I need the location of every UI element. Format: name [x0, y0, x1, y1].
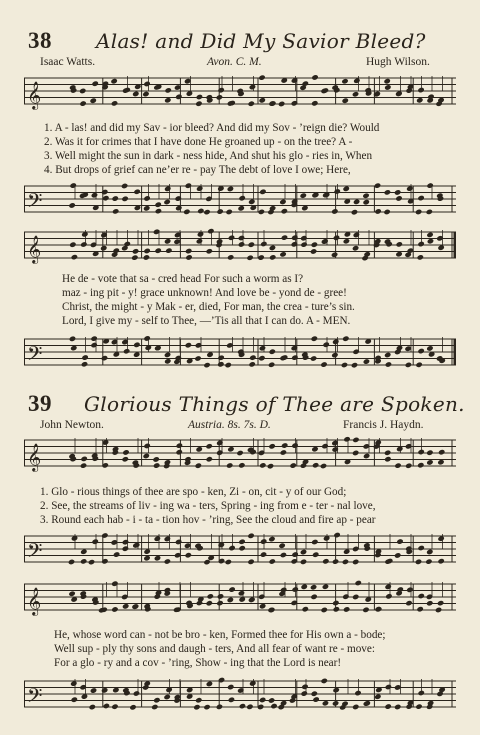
clef-icon: 𝄞: [27, 235, 42, 263]
verse-line: 2. See, the streams of liv - ing wa - ters, Spring - ing from e - ter - nal love,: [40, 500, 376, 512]
clef-icon: 𝄢: [27, 539, 43, 567]
verse-line: Lord, I give my - self to Thee, —’Tis all that I can do. A - MEN.: [62, 315, 351, 327]
verse-line: Well sup - ply thy sons and daugh - ters, And all fear of want re - move:: [54, 643, 375, 655]
tune-name: Austria. 8s. 7s. D.: [188, 419, 271, 431]
music-staff-treble: [24, 434, 456, 480]
hymn-title: Glorious Things of Thee are Spoken.: [84, 392, 465, 416]
verse-line: 3. Well might the sun in dark - ness hide, And shut his glo - ries in, When: [44, 150, 373, 162]
music-staff-treble: [24, 226, 456, 270]
clef-icon: 𝄢: [27, 189, 43, 217]
clef-icon: 𝄢: [27, 684, 43, 712]
tune-name: Avon. C. M.: [207, 56, 262, 68]
verse-line: 3. Round each hab - i - ta - tion hov - ’ring, See the cloud and fire ap - pear: [40, 514, 376, 526]
verse-line: Christ, the might - y Mak - er, died, For man, the crea - ture’s sin.: [62, 301, 355, 313]
verse-line: He, whose word can - not be bro - ken, Formed thee for His own a - bode;: [54, 629, 386, 641]
clef-icon: 𝄞: [27, 587, 42, 615]
author-credit: John Newton.: [40, 419, 104, 431]
verse-line: 1. A - las! and did my Sav - ior bleed? And did my Sov - ’reign die? Would: [44, 122, 380, 134]
hymn-number: 39: [28, 391, 52, 416]
clef-icon: 𝄞: [27, 443, 42, 471]
music-staff-treble: [24, 578, 456, 624]
hymn-number: 38: [28, 28, 52, 53]
music-staff-bass: [24, 333, 456, 377]
verse-line: maz - ing pit - y! grace unknown! And love be - yond de - gree!: [62, 287, 347, 299]
hymn-title: Alas! and Did My Savior Bleed?: [96, 29, 426, 53]
music-staff-bass: [24, 180, 456, 224]
verse-line: He de - vote that sa - cred head For such a worm as I?: [62, 273, 304, 285]
staff-lines: [24, 681, 456, 707]
verse-line: 2. Was it for crimes that I have done He groaned up - on the tree? A -: [44, 136, 353, 148]
verse-line: 1. Glo - rious things of thee are spo - ken, Zi - on, cit - y of our God;: [40, 486, 347, 498]
verse-line: 4. But drops of grief can ne’er re - pay The debt of love I owe; Here,: [44, 164, 351, 176]
composer-credit: Francis J. Haydn.: [343, 419, 424, 431]
clef-icon: 𝄢: [27, 342, 43, 370]
clef-icon: 𝄞: [27, 81, 42, 109]
author-credit: Isaac Watts.: [40, 56, 96, 68]
music-staff-bass: [24, 530, 456, 574]
verse-line: For a glo - ry and a cov - ’ring, Show - ing that the Lord is near!: [54, 657, 342, 669]
music-staff-bass: [24, 675, 456, 719]
music-staff-treble: [24, 72, 456, 116]
composer-credit: Hugh Wilson.: [366, 56, 430, 68]
